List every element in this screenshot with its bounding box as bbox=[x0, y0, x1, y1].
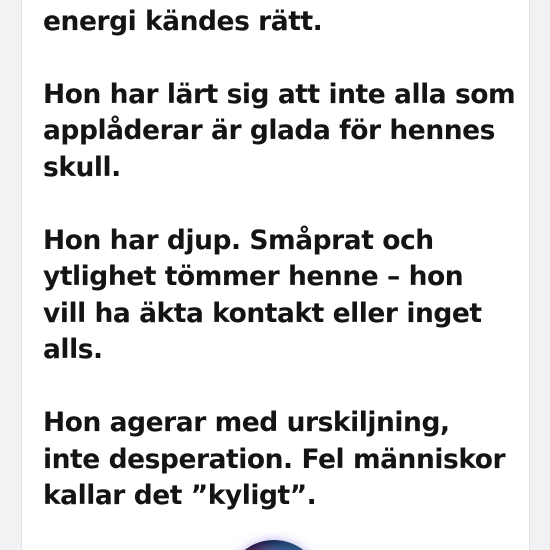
note-line: alls. bbox=[43, 334, 103, 365]
note-paragraph-4 bbox=[43, 405, 523, 515]
note-paragraph-2 bbox=[43, 77, 523, 187]
note-paragraph-1 bbox=[43, 0, 523, 40]
note-line: kallar det ”kyligt”. bbox=[43, 480, 317, 511]
note-line: applåderar är glada för hennes bbox=[43, 115, 496, 146]
note-line: inte desperation. Fel människor bbox=[43, 443, 506, 475]
note-line: vill ha äkta kontakt eller inget bbox=[43, 297, 482, 329]
note-body[interactable] bbox=[43, 0, 523, 550]
note-line bbox=[43, 0, 523, 4]
note-line: ytlighet tömmer henne – hon bbox=[43, 261, 464, 292]
note-line: energi kändes rätt. bbox=[43, 5, 323, 37]
note-line: Hon agerar med urskiljning, bbox=[43, 407, 450, 438]
note-line: skull. bbox=[43, 151, 121, 183]
note-paragraph-3 bbox=[43, 223, 523, 369]
note-line: Hon har lärt sig att inte alla som bbox=[43, 78, 516, 110]
note-line: Hon har djup. Småprat och bbox=[43, 224, 434, 256]
